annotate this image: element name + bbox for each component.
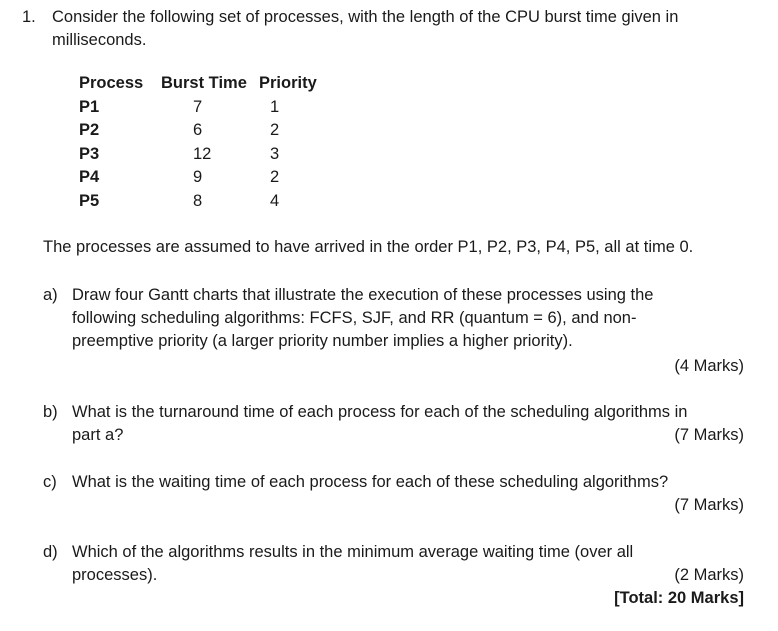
total-marks: [Total: 20 Marks] (614, 589, 744, 607)
question-number: 1. (22, 8, 36, 26)
process-name: P2 (79, 121, 100, 139)
part-a-line3: preemptive priority (a larger priority number implies a higher priority). (72, 332, 573, 350)
table-row (76, 119, 329, 143)
header-process: Process (79, 74, 144, 92)
part-a-line2: following scheduling algorithms: FCFS, SJF, and RR (quantum = 6), and non- (72, 309, 637, 327)
burst-time: 9 (193, 168, 203, 186)
priority: 4 (270, 191, 280, 210)
part-d-label: d) (43, 543, 58, 561)
burst-time: 6 (193, 121, 203, 139)
part-a-line1: Draw four Gantt charts that illustrate the execution of these processes using the (72, 286, 654, 304)
part-b-line2: part a? (72, 426, 124, 444)
part-b-marks: (7 Marks) (674, 426, 744, 444)
process-table (76, 72, 329, 213)
part-d-line2: processes). (72, 566, 158, 584)
table-row (76, 96, 329, 120)
header-priority: Priority (259, 74, 317, 92)
part-a-label: a) (43, 286, 58, 304)
process-name: P3 (79, 144, 100, 163)
part-b-label: b) (43, 403, 58, 421)
part-c-label: c) (43, 473, 57, 491)
burst-time: 8 (193, 191, 203, 210)
part-d-line1: Which of the algorithms results in the minimum average waiting time (over all (72, 543, 634, 561)
header-burst-time: Burst Time (161, 74, 247, 92)
part-d-marks: (2 Marks) (674, 566, 744, 584)
part-a-marks: (4 Marks) (674, 357, 744, 375)
arrival-statement: The processes are assumed to have arrived in the order P1, P2, P3, P4, P5, all at time 0. (43, 238, 694, 256)
priority: 3 (270, 144, 280, 163)
part-c-line1: What is the waiting time of each process for each of these scheduling algorithms? (72, 473, 669, 491)
priority: 1 (270, 97, 280, 116)
part-b-line1: What is the turnaround time of each process for each of the scheduling algorithms in (72, 403, 688, 421)
table-row (76, 143, 329, 167)
table-row (76, 190, 329, 214)
priority: 2 (270, 168, 280, 186)
burst-time: 12 (193, 144, 212, 163)
process-table-header (76, 72, 329, 96)
process-name: P1 (79, 97, 100, 116)
burst-time: 7 (193, 97, 203, 116)
question-text-line1: Consider the following set of processes, with the length of the CPU burst time given in (52, 8, 679, 26)
priority: 2 (270, 121, 280, 139)
process-name: P5 (79, 191, 100, 210)
part-c-marks: (7 Marks) (674, 496, 744, 514)
table-row (76, 166, 329, 190)
process-name: P4 (79, 168, 100, 186)
question-text-line2: milliseconds. (52, 31, 147, 49)
